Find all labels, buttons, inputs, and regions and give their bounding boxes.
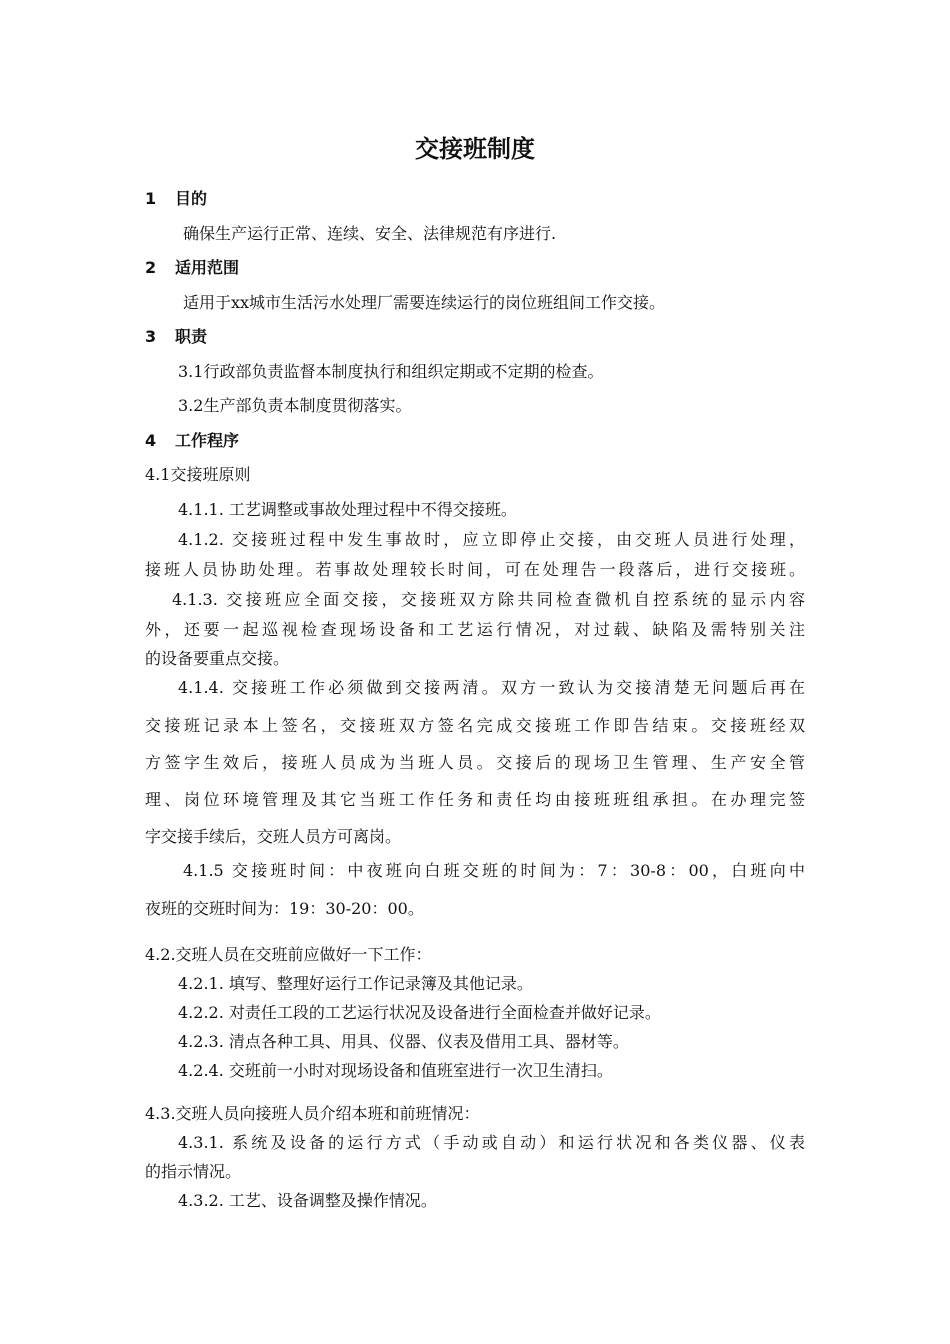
clause-4-2-2: 4.2.2. 对责任工段的工艺运行状况及设备进行全面检查并做好记录。 (178, 1003, 661, 1022)
clause-4-1-3-line-1: 4.1.3. 交接班应全面交接，交接班双方除共同检查微机自控系统的显示内容 (172, 590, 805, 609)
section-number: 2 (145, 258, 157, 277)
clause-4-1-4-line-5: 字交接手续后，交班人员方可离岗。 (145, 827, 402, 846)
clause-4-1-4-line-2: 交接班记录本上签名，交接班双方签名完成交接班工作即告结束。交接班经双 (145, 716, 805, 735)
subsection-4-1-title: 4.1交接班原则 (145, 465, 251, 484)
section-number: 3 (145, 327, 157, 346)
clause-4-1-3-line-2: 外，还要一起巡视检查现场设备和工艺运行情况，对过载、缺陷及需特别关注 (145, 620, 805, 639)
clause-4-3-1-line-1: 4.3.1. 系统及设备的运行方式（手动或自动）和运行状况和各类仪器、仪表 (178, 1133, 805, 1152)
section-1-body: 确保生产运行正常、连续、安全、法律规范有序进行. (183, 224, 557, 243)
section-2-heading (145, 257, 239, 279)
section-number: 1 (145, 189, 157, 208)
section-title: 适用范围 (175, 258, 240, 277)
clause-4-1-1: 4.1.1. 工艺调整或事故处理过程中不得交接班。 (178, 500, 517, 519)
section-3-item-2: 3.2生产部负责本制度贯彻落实。 (178, 396, 412, 415)
document-title: 交接班制度 (415, 135, 535, 163)
clause-4-1-3-line-3: 的设备要重点交接。 (145, 649, 290, 668)
clause-4-1-2-line-1: 4.1.2. 交接班过程中发生事故时，应立即停止交接，由交班人员进行处理， (178, 530, 805, 549)
section-title: 目的 (175, 189, 208, 208)
subsection-4-3-title: 4.3.交班人员向接班人员介绍本班和前班情况： (145, 1104, 480, 1123)
clause-4-1-2-line-2: 接班人员协助处理。若事故处理较长时间，可在处理告一段落后，进行交接班。 (145, 560, 805, 579)
clause-4-3-1-line-2: 的指示情况。 (145, 1162, 242, 1181)
clause-4-2-4: 4.2.4. 交班前一小时对现场设备和值班室进行一次卫生清扫。 (178, 1061, 613, 1080)
section-3-heading (145, 326, 207, 348)
section-title: 职责 (175, 327, 208, 346)
clause-4-3-2: 4.3.2. 工艺、设备调整及操作情况。 (178, 1191, 437, 1210)
clause-4-2-1: 4.2.1. 填写、整理好运行工作记录簿及其他记录。 (178, 974, 533, 993)
section-title: 工作程序 (175, 431, 240, 450)
section-3-item-1: 3.1行政部负责监督本制度执行和组织定期或不定期的检查。 (178, 362, 604, 381)
clause-4-2-3: 4.2.3. 清点各种工具、用具、仪器、仪表及借用工具、器材等。 (178, 1032, 629, 1051)
section-number: 4 (145, 431, 157, 450)
clause-4-1-5-line-2: 夜班的交班时间为：19：30-20：00。 (145, 899, 424, 918)
clause-4-1-4-line-4: 理、岗位环境管理及其它当班工作任务和责任均由接班班组承担。在办理完签 (145, 790, 805, 809)
section-2-body: 适用于xx城市生活污水处理厂需要连续运行的岗位班组间工作交接。 (183, 293, 666, 312)
clause-4-1-4-line-1: 4.1.4. 交接班工作必须做到交接两清。双方一致认为交接清楚无问题后再在 (178, 678, 805, 697)
section-4-heading (145, 430, 239, 452)
clause-4-1-5-line-1: 4.1.5 交接班时间：中夜班向白班交班的时间为：7：30-8：00，白班向中 (183, 861, 805, 880)
section-1-heading (145, 188, 207, 210)
subsection-4-2-title: 4.2.交班人员在交班前应做好一下工作： (145, 945, 432, 964)
clause-4-1-4-line-3: 方签字生效后，接班人员成为当班人员。交接后的现场卫生管理、生产安全管 (145, 753, 805, 772)
